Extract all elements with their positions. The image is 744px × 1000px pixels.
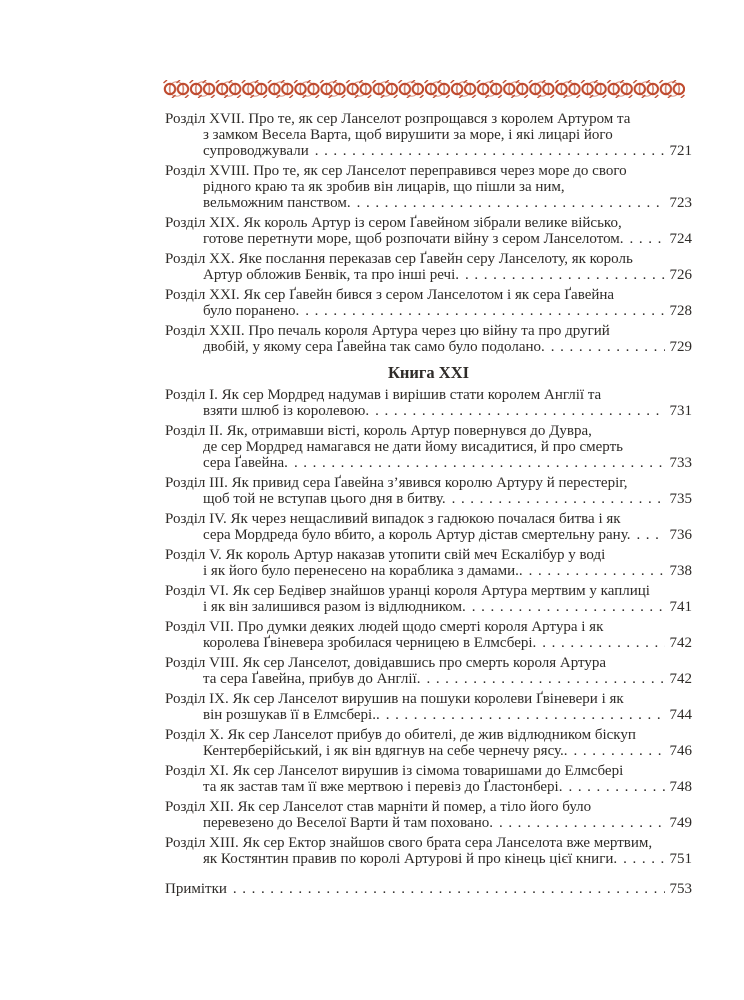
toc-line [165, 111, 692, 127]
toc-line [165, 163, 692, 179]
toc-entry [165, 251, 692, 283]
toc-line [165, 303, 692, 319]
toc-line [165, 475, 692, 491]
entry-text: Розділ V. Як король Артур наказав утопити свій меч Ескалібур у воді [165, 547, 606, 563]
entry-text: супроводжували [203, 143, 309, 159]
toc-entry [165, 111, 692, 159]
toc-line [165, 835, 692, 851]
entry-text: Розділ X. Як сер Ланселот прибув до обителі, де жив відлюдником біскуп [165, 727, 636, 743]
toc-line [165, 251, 692, 267]
toc-line [165, 655, 692, 671]
toc-entry [165, 881, 692, 897]
toc-line [165, 583, 692, 599]
page-number: 726 [669, 267, 692, 283]
entry-text: було поранено. [203, 303, 300, 319]
entry-text: Розділ XI. Як сер Ланселот вирушив із сімома товаришами до Елмсбері [165, 763, 624, 779]
entry-text: та як застав там її вже мертвою і перевіз до Ґластонбері. [203, 779, 563, 795]
toc-line [165, 691, 692, 707]
entry-text: Розділ IX. Як сер Ланселот вирушив на пошуки королеви Ґвіневери і як [165, 691, 624, 707]
entry-text: з замком Весела Варта, щоб вирушити за море, і які лицарі його [203, 127, 613, 143]
entry-text: взяти шлюб із королевою. [203, 403, 370, 419]
entry-text: Розділ XXII. Про печаль короля Артура через цю війну та про другий [165, 323, 610, 339]
entry-text: вельможним панством. [203, 195, 351, 211]
toc-entry [165, 835, 692, 867]
toc-line [165, 763, 692, 779]
entry-text: сера Ґавейна. [203, 455, 288, 471]
dot-leader [499, 815, 665, 831]
dot-leader [623, 851, 664, 867]
toc-entry [165, 619, 692, 651]
toc-entry [165, 215, 692, 247]
toc-entry [165, 323, 692, 355]
toc-line [165, 231, 692, 247]
dot-leader [305, 303, 664, 319]
toc-line [165, 671, 692, 687]
toc-line [165, 179, 692, 195]
toc-entry [165, 583, 692, 615]
page-number: 744 [669, 707, 692, 723]
toc-list [165, 111, 692, 901]
page-number: 729 [669, 339, 692, 355]
entry-text: як Костянтин правив по королі Артурові й про кінець цієї книги. [203, 851, 618, 867]
dot-leader [574, 743, 665, 759]
entry-text: Примітки [165, 881, 227, 897]
book-heading: Книга XXI [387, 363, 470, 382]
ornament-border-icon [163, 80, 685, 98]
page-number: 742 [669, 671, 692, 687]
dot-leader [426, 671, 664, 687]
page-number: 742 [669, 635, 692, 651]
dot-leader [452, 491, 665, 507]
page-number: 731 [669, 403, 692, 419]
dot-leader [357, 195, 665, 211]
toc-entry [165, 727, 692, 759]
toc-line [165, 511, 692, 527]
entry-text: Розділ XVIII. Про те, як сер Ланселот переправився через море до свого [165, 163, 627, 179]
page-number: 721 [669, 143, 692, 159]
toc-line [165, 403, 692, 419]
toc-line [165, 815, 692, 831]
toc-line [165, 851, 692, 867]
entry-text: Розділ XXI. Як сер Ґавейн бився з сером Ланселотом і як сера Ґавейна [165, 287, 615, 303]
entry-text: рідного краю та як зробив він лицарів, що пішли за ним, [203, 179, 565, 195]
page-number: 748 [669, 779, 692, 795]
dot-leader [636, 527, 664, 543]
entry-text: королева Ґвіневера зробилася черницею в Елмсбері. [203, 635, 537, 651]
dot-leader [630, 231, 665, 247]
page-number: 749 [669, 815, 692, 831]
toc-line [165, 287, 692, 303]
page-number: 736 [669, 527, 692, 543]
toc-line [165, 881, 692, 897]
toc-entry [165, 799, 692, 831]
entry-text: двобій, у якому сера Ґавейна так само було подолано. [203, 339, 545, 355]
toc-entry [165, 423, 692, 471]
toc-line [165, 547, 692, 563]
toc-line [165, 127, 692, 143]
toc-entry [165, 691, 692, 723]
page-number: 741 [669, 599, 692, 615]
toc-line [165, 455, 692, 471]
toc-line [165, 799, 692, 815]
toc-line [165, 599, 692, 615]
entry-text: перевезено до Веселої Варти й там поховано. [203, 815, 493, 831]
page-number: 733 [669, 455, 692, 471]
toc-line [165, 727, 692, 743]
toc-line [165, 527, 692, 543]
entry-text: де сер Мордред намагався не дати йому висадитися, й про смерть [203, 439, 623, 455]
page-number: 738 [669, 563, 692, 579]
entry-text: Розділ XX. Яке послання переказав сер Ґавейн серу Ланселоту, як король [165, 251, 633, 267]
entry-text: Кентерберійський, і як він вдягнув на себе чернечу рясу.. [203, 743, 568, 759]
entry-text: щоб той не вступав цього дня в битву. [203, 491, 446, 507]
dot-leader [472, 599, 665, 615]
entry-text: Розділ XIX. Як король Артур із сером Ґавейном зібрали велике військо, [165, 215, 622, 231]
page-number: 724 [669, 231, 692, 247]
toc-line [165, 439, 692, 455]
toc-line [165, 267, 692, 283]
page-number: 723 [669, 195, 692, 211]
toc-line [165, 323, 692, 339]
dot-leader [375, 403, 664, 419]
dot-leader [315, 143, 665, 159]
page-number: 735 [669, 491, 692, 507]
entry-text: Розділ VI. Як сер Бедівер знайшов уранці короля Артура мертвим у каплиці [165, 583, 650, 599]
dot-leader [233, 881, 665, 897]
entry-text: Розділ XII. Як сер Ланселот став марніти й помер, а тіло його було [165, 799, 592, 815]
dot-leader [568, 779, 664, 795]
toc-entry [165, 763, 692, 795]
entry-text: Розділ IV. Як через нещасливий випадок з гадюкою почалася битва і як [165, 511, 621, 527]
entry-text: він розшукав її в Елмсбері.. [203, 707, 380, 723]
toc-entry [165, 475, 692, 507]
entry-text: Розділ II. Як, отримавши вісті, король Артур повернувся до Дувра, [165, 423, 592, 439]
dot-leader [542, 635, 664, 651]
toc-line [165, 743, 692, 759]
page-number: 728 [669, 303, 692, 319]
toc-line [165, 491, 692, 507]
entry-text: Розділ I. Як сер Мордред надумав і вирішив стати королем Англії та [165, 387, 602, 403]
toc-line [165, 423, 692, 439]
dot-leader [465, 267, 664, 283]
page-number: 751 [669, 851, 692, 867]
page-number: 746 [669, 743, 692, 759]
toc-line [165, 215, 692, 231]
toc-line [165, 619, 692, 635]
entry-text: Розділ VIII. Як сер Ланселот, довідавшись про смерть короля Артура [165, 655, 607, 671]
toc-line [165, 779, 692, 795]
toc-line [165, 387, 692, 403]
toc-line [165, 707, 692, 723]
toc-line [165, 195, 692, 211]
entry-text: та сера Ґавейна, прибув до Англії. [203, 671, 421, 687]
toc-entry [165, 655, 692, 687]
dot-leader [294, 455, 665, 471]
dot-leader [386, 707, 665, 723]
entry-text: і як він залишився разом із відлюдником. [203, 599, 466, 615]
entry-text: готове перетнути море, щоб розпочати війну з сером Ланселотом. [203, 231, 624, 247]
entry-text: Розділ VII. Про думки деяких людей щодо смерті короля Артура і як [165, 619, 604, 635]
toc-line [165, 635, 692, 651]
toc-entry [165, 387, 692, 419]
toc-entry [165, 287, 692, 319]
toc-entry [165, 547, 692, 579]
toc-line [165, 339, 692, 355]
toc-line [165, 563, 692, 579]
toc-entry [165, 163, 692, 211]
entry-text: Розділ III. Як привид сера Ґавейна з’явився королю Артуру й перестеріг, [165, 475, 628, 491]
dot-leader [551, 339, 665, 355]
page-number: 753 [669, 881, 692, 897]
entry-text: Розділ XVII. Про те, як сер Ланселот розпрощався з королем Артуром та [165, 111, 631, 127]
entry-text: і як його було перенесено на кораблика з дамами.. [203, 563, 523, 579]
entry-text: сера Мордреда було вбито, а король Артур дістав смертельну рану. [203, 527, 631, 543]
entry-text: Артур обложив Бенвік, та про інші речі. [203, 267, 460, 283]
entry-text: Розділ XIII. Як сер Ектор знайшов свого брата сера Ланселота вже мертвим, [165, 835, 653, 851]
dot-leader [529, 563, 665, 579]
toc-entry [165, 511, 692, 543]
toc-line [165, 143, 692, 159]
